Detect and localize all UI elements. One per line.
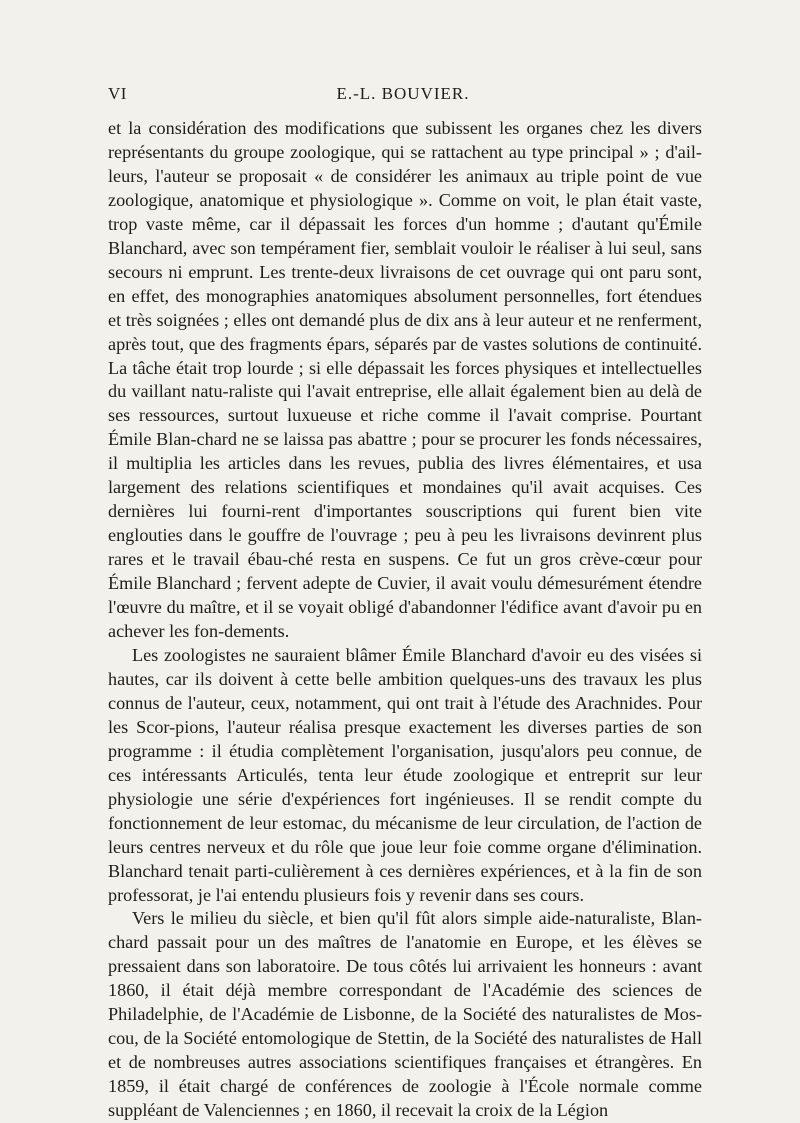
body-text (108, 117, 702, 1123)
paragraph-continuation: et la considération des modifications que subissent les organes chez les divers représentants du groupe zoologique, qui se rattachent au type principal » ; d'ail-leurs, l'auteur se proposait « de considérer les animaux au triple point de vue zoologique, anatomique et physiologique ». Comme on voit, le plan était vaste, trop vaste même, car il dépassait les forces d'un homme ; d'autant qu'Émile Blanchard, avec son tempérament fier, semblait vouloir le réaliser à lui seul, sans secours ni emprunt. Les trente-deux livraisons de cet ouvrage qui ont paru sont, en effet, des monographies anatomiques absolument personnelles, fort étendues et très soignées ; elles ont demandé plus de dix ans à leur auteur et ne renferment, après tout, que des fragments épars, séparés par de vastes solutions de continuité. La tâche était trop lourde ; si elle dépassait les forces physiques et intellectuelles du vaillant natu-raliste qui l'avait entreprise, elle allait également bien au delà de ses ressources, surtout luxueuse et riche comme il l'avait comprise. Pourtant Émile Blan-chard ne se laissa pas abattre ; pour se procurer les fonds nécessaires, il multiplia les articles dans les revues, publia des livres élémentaires, et usa largement des relations scientifiques et mondaines qu'il avait acquises. Ces dernières lui fourni-rent d'importantes souscriptions qui furent bien vite englouties dans le gouffre de l'ouvrage ; peu à peu les livraisons devinrent plus rares et le travail ébau-ché resta en suspens. Ce fut un gros crève-cœur pour Émile Blanchard ; fervent adepte de Cuvier, il avait voulu démesurément étendre l'œuvre du maître, et il se voyait obligé d'abandonner l'édifice avant d'avoir pu en achever les fon-dements. (108, 118, 702, 642)
page-number: VI (108, 84, 127, 103)
paragraph-honors: Vers le milieu du siècle, et bien qu'il fût alors simple aide-naturaliste, Blan-chard passait pour un des maîtres de l'anatomie en Europe, et les élèves se pressaient dans son laboratoire. De tous côtés lui arrivaient les honneurs : avant 1860, il était déjà membre correspondant de l'Académie des sciences de Philadelphie, de l'Académie de Lisbonne, de la Société des naturalistes de Mos-cou, de la Société entomologique de Stettin, de la Société des naturalistes de Hall et de nombreuses autres associations scientifiques françaises et étrangères. En 1859, il était chargé de conférences de zoologie à l'École normale comme suppléant de Valenciennes ; en 1860, il recevait la croix de la Légion (108, 908, 702, 1121)
running-title: E.-L. BOUVIER. (336, 84, 470, 103)
paragraph-zoologists: Les zoologistes ne sauraient blâmer Émile Blanchard d'avoir eu des visées si hautes, car ils doivent à cette belle ambition quelques-uns des travaux les plus connus de l'auteur, ceux, notamment, qui ont trait à l'étude des Arachnides. Pour les Scor-pions, l'auteur réalisa presque exactement les diverses parties de son programme : il étudia complètement l'organisation, jusqu'alors peu connue, de ces intéressants Articulés, tenta leur étude zoologique et entreprit sur leur physiologie une série d'expériences fort ingénieuses. Il se rendit compte du fonctionnement de leur estomac, du mécanisme de leur circulation, de l'action de leurs centres nerveux et du rôle que joue leur foie comme organe d'élimination. Blanchard tenait parti-culièrement à ces dernières expériences, et à la fin de son professorat, je l'ai entendu plusieurs fois y revenir dans ses cours. (108, 644, 702, 905)
running-head (108, 84, 698, 110)
